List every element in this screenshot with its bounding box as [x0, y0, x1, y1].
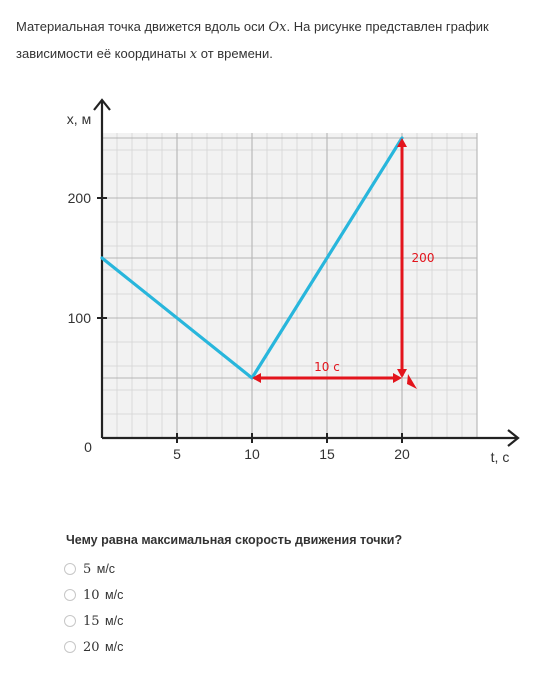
origin-label: 0 — [84, 439, 92, 455]
question-text: Чему равна максимальная скорость движения точки? — [66, 533, 403, 547]
x-tick-label: 15 — [319, 446, 335, 462]
radio-icon[interactable] — [64, 589, 76, 601]
answer-option[interactable] — [64, 608, 123, 634]
option-value: 20 — [83, 639, 100, 655]
option-value: 10 — [83, 587, 100, 603]
answer-option[interactable] — [64, 634, 123, 660]
radio-icon[interactable] — [64, 563, 76, 575]
problem-text-part: . На рисунке представлен график зависимости её координаты — [16, 19, 489, 61]
radio-icon[interactable] — [64, 641, 76, 653]
option-value: 5 — [83, 561, 92, 577]
answer-option[interactable] — [64, 556, 123, 582]
y-tick-label: 200 — [67, 190, 91, 206]
coord-symbol: x — [189, 47, 198, 62]
option-unit: м/с — [105, 640, 124, 654]
annotation-label: 200 — [411, 251, 435, 265]
x-tick-label: 10 — [244, 446, 260, 462]
problem-text-part: Материальная точка движется вдоль оси — [16, 19, 269, 34]
axis-symbol: Ox — [268, 20, 287, 35]
option-unit: м/с — [105, 588, 124, 602]
y-tick-label: 100 — [67, 310, 91, 326]
annotation-label: 10 с — [314, 360, 340, 374]
plot-background — [102, 133, 477, 438]
x-tick-label: 5 — [173, 446, 181, 462]
answer-options — [64, 556, 123, 660]
answer-option[interactable] — [64, 582, 123, 608]
radio-icon[interactable] — [64, 615, 76, 627]
plot-area — [102, 133, 477, 438]
y-axis-label: x, м — [66, 111, 92, 127]
option-value: 15 — [83, 613, 100, 629]
problem-text-part: от времени. — [197, 46, 273, 61]
option-unit: м/с — [105, 614, 124, 628]
x-axis-label: t, с — [490, 449, 510, 465]
x-tick-label: 20 — [394, 446, 410, 462]
option-unit: м/с — [96, 562, 116, 576]
